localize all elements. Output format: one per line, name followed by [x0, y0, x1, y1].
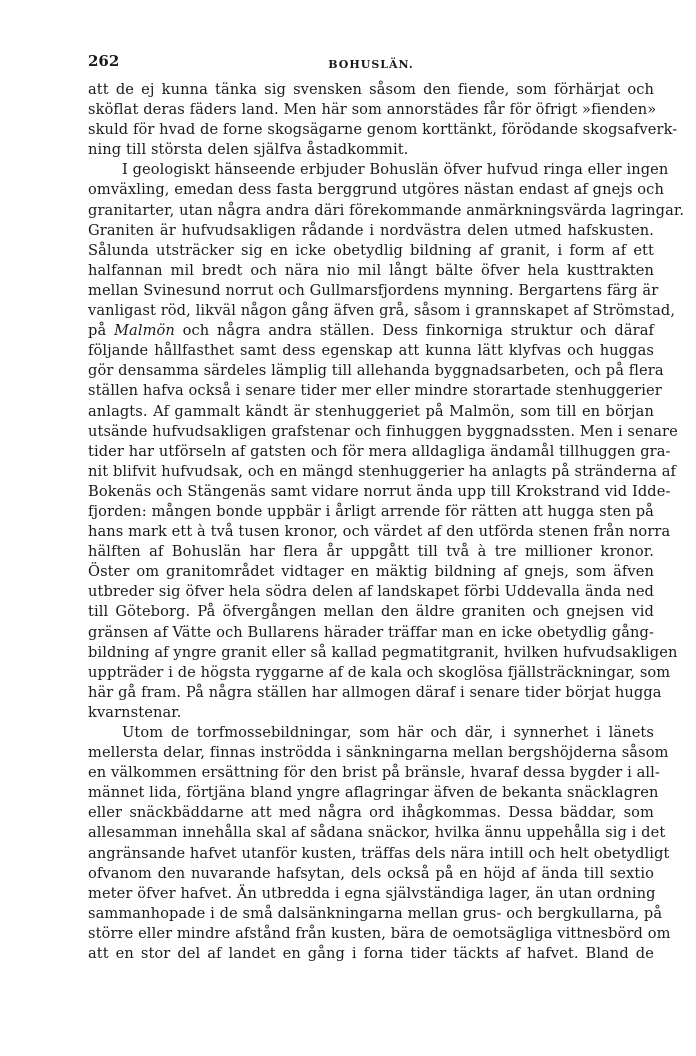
italic-place-name: Malmön	[113, 322, 175, 340]
text-line: hälften af Bohuslän har flera år uppgått till två à tre millioner kronor.	[88, 543, 654, 561]
text-line: här gå fram. På några ställen har allmogen däraf i senare tider börjat hugga	[88, 683, 662, 701]
text-line: ofvanom den nuvarande hafsytan, dels också på en höjd af ända till sextio	[88, 864, 654, 882]
text-line: skuld för hvad de forne skogsägarne genom korttänkt, förödande skogsafverk-	[88, 121, 678, 139]
text-line: utsände hufvudsakligen grafstenar och finhuggen byggnadssten. Men i senare	[88, 422, 678, 440]
running-head: BOHUSLÄN.	[328, 58, 414, 71]
text-line: vanligast röd, likväl någon gång äfven grå, såsom i grannskapet af Strömstad,	[88, 302, 676, 320]
paragraph-start-line: Utom de torfmossebildningar, som här och där, i synnerhet i länets	[122, 724, 654, 741]
text-line: sammanhopade i de små dalsänkningarna mellan grus- och bergkullarna, på	[88, 904, 663, 922]
text-line: ställen hafva också i senare tider mer eller mindre storartade stenhuggerier	[88, 382, 662, 400]
text-line: granitarter, utan några andra däri förekommande anmärkningsvärda lagringar.	[88, 201, 685, 219]
text-line: meter öfver hafvet. Än utbredda i egna självständiga lager, än utan ordning	[88, 884, 656, 902]
text-line: gränsen af Vätte och Bullarens härader träffar man en icke obetydlig gång-	[88, 623, 654, 641]
text-line: bildning af yngre granit eller så kallad pegmatitgranit, hvilken hufvudsakligen	[88, 643, 678, 661]
book-page	[88, 44, 685, 964]
text-line: männet lida, förtjäna bland yngre aflagringar äfven de bekanta snäcklagren	[88, 784, 659, 802]
text-line: Bokenäs och Stängenäs samt vidare norrut ända upp till Krokstrand vid Idde-	[88, 482, 671, 500]
page-header	[88, 44, 654, 80]
text-line: att de ej kunna tänka sig svensken såsom den fiende, som förhärjat och	[88, 81, 654, 98]
page-number: 262	[88, 52, 120, 70]
text-line: fjorden: mången bonde uppbär i årligt arrende för rätten att hugga sten på	[88, 502, 654, 520]
text-line: Sålunda utsträcker sig en icke obetydlig bildning af granit, i form af ett	[88, 241, 654, 259]
text-line: omväxling, emedan dess fasta berggrund utgöres nästan endast af gnejs och	[88, 181, 664, 199]
text-line: angränsande hafvet utanför kusten, träffas dels nära intill och helt obetydligt	[88, 844, 670, 862]
text-line: uppträder i de högsta ryggarne af de kala och skoglösa fjällsträckningar, som	[88, 663, 671, 681]
text-line: större eller mindre afstånd från kusten, bära de oemotsägliga vittnesbörd om	[88, 924, 671, 942]
text-line-with-italic: på Malmön och några andra ställen. Dess finkorniga struktur och däraf	[88, 322, 655, 340]
text-line: anlagts. Af gammalt kändt är stenhuggeriet på Malmön, som till en början	[88, 402, 654, 420]
text-line: Öster om granitområdet vidtager en mäktig bildning af gnejs, som äfven	[88, 563, 654, 581]
text-line: hans mark ett à två tusen kronor, och värdet af den utförda stenen från norra	[88, 523, 671, 541]
paragraph-start-line: I geologiskt hänseende erbjuder Bohuslän öfver hufvud ringa eller ingen	[122, 161, 669, 179]
body-text	[88, 80, 685, 964]
text-line: mellan Svinesund norrut och Gullmarsfjordens mynning. Bergartens färg är	[88, 281, 659, 299]
text-line: ning till största delen själfva åstadkommit.	[88, 141, 409, 159]
text-line: utbreder sig öfver hela södra delen af landskapet förbi Uddevalla ända ned	[88, 583, 654, 601]
text-line: Graniten är hufvudsakligen rådande i nordvästra delen utmed hafskusten.	[88, 221, 654, 239]
text-line: gör densamma särdeles lämplig till allehanda byggnadsarbeten, och på flera	[88, 362, 664, 380]
text-line: att en stor del af landet en gång i forna tider täckts af hafvet. Bland de	[88, 945, 654, 963]
text-line: följande hållfasthet samt dess egenskap att kunna lätt klyfvas och huggas	[88, 342, 654, 360]
text-line: kvarnstenar.	[88, 703, 182, 721]
text-line: tider har utförseln af gatsten och för mera alldagliga ändamål tillhuggen gra-	[88, 442, 671, 460]
text-line: mellersta delar, finnas inströdda i sänkningarna mellan bergshöjderna såsom	[88, 744, 669, 762]
text-line: en välkommen ersättning för den brist på bränsle, hvaraf dessa bygder i all-	[88, 764, 660, 782]
text-line: eller snäckbäddarne att med några ord ihågkommas. Dessa bäddar, som	[88, 804, 654, 822]
text-line: till Göteborg. På öfvergången mellan den äldre graniten och gnejsen vid	[88, 603, 654, 621]
text-line: allesamman innehålla skal af sådana snäckor, hvilka ännu uppehålla sig i det	[88, 824, 666, 842]
text-line: nit blifvit hufvudsak, och en mängd stenhuggerier ha anlagts på stränderna af	[88, 462, 677, 480]
text-line: halfannan mil bredt och nära nio mil långt bälte öfver hela kusttrakten	[88, 261, 654, 279]
text-line: sköflat deras fäders land. Men här som annorstädes får för öfrigt »fienden»	[88, 101, 657, 119]
